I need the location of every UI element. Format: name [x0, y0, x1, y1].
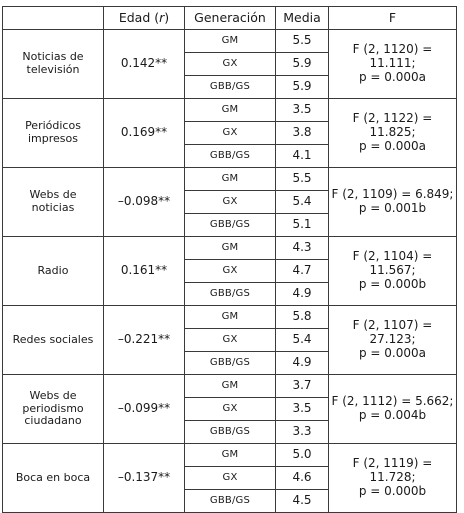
medium-label-line: Noticias de	[22, 50, 84, 64]
mean-cell: 4.7	[276, 260, 329, 283]
mean-cell: 4.5	[276, 490, 329, 513]
medium-label-line: Webs de	[29, 188, 77, 202]
header-generacion: Generación	[185, 7, 276, 30]
table-row	[3, 375, 457, 398]
f-statistic-cell	[329, 306, 457, 375]
generation-cell: GM	[185, 30, 276, 53]
generation-cell: GM	[185, 237, 276, 260]
medium-label-line: ciudadano	[24, 414, 82, 428]
results-table	[2, 6, 457, 513]
edad-correlation-cell: –0.221**	[104, 306, 185, 375]
f-statistic-line: F (2, 1112) = 5.662;	[331, 394, 454, 409]
table-row	[3, 30, 457, 53]
mean-cell: 4.9	[276, 283, 329, 306]
mean-cell: 3.5	[276, 398, 329, 421]
edad-correlation-cell: 0.142**	[104, 30, 185, 99]
mean-cell: 5.4	[276, 329, 329, 352]
medium-label-line: Boca en boca	[15, 470, 91, 484]
header-corner-cell	[3, 7, 104, 30]
edad-correlation-cell: 0.169**	[104, 99, 185, 168]
f-statistic-line: p = 0.000a	[358, 138, 426, 153]
f-statistic-line: p = 0.001b	[358, 201, 427, 215]
table-row	[3, 306, 457, 329]
medium-label-line: Radio	[37, 263, 69, 277]
table-row	[3, 99, 457, 122]
f-statistic-line: p = 0.000a	[358, 345, 426, 360]
mean-cell: 5.4	[276, 191, 329, 214]
f-statistic-line: F (2, 1107) = 27.123;	[352, 318, 433, 347]
generation-cell: GX	[185, 191, 276, 214]
header-media: Media	[276, 7, 329, 30]
mean-cell: 3.5	[276, 99, 329, 122]
f-statistic-line: F (2, 1109) = 6.849;	[331, 187, 454, 202]
f-statistic-cell	[329, 168, 457, 237]
header-edad-r: r	[159, 9, 165, 25]
table-row	[3, 237, 457, 260]
f-statistic-cell	[329, 30, 457, 99]
mean-cell: 3.7	[276, 375, 329, 398]
table-row	[3, 444, 457, 467]
edad-correlation-cell: –0.137**	[104, 444, 185, 513]
medium-cell	[3, 168, 104, 237]
mean-cell: 5.0	[276, 444, 329, 467]
f-statistic-line: p = 0.000a	[358, 69, 426, 84]
mean-cell: 5.5	[276, 30, 329, 53]
f-statistic-line: F (2, 1122) = 11.825;	[352, 111, 433, 140]
generation-cell: GM	[185, 444, 276, 467]
medium-label-line: televisión	[26, 63, 80, 76]
medium-label-line: impresos	[28, 132, 78, 145]
f-statistic-line: F (2, 1119) = 11.728;	[352, 456, 433, 485]
edad-correlation-cell: –0.098**	[104, 168, 185, 237]
edad-correlation-cell: 0.161**	[104, 237, 185, 306]
mean-cell: 3.3	[276, 421, 329, 444]
generation-cell: GX	[185, 53, 276, 76]
header-edad	[104, 7, 185, 30]
f-statistic-line: p = 0.000b	[358, 276, 427, 291]
generation-cell: GBB/GS	[185, 76, 276, 99]
generation-cell: GBB/GS	[185, 145, 276, 168]
table-row	[3, 168, 457, 191]
mean-cell: 4.3	[276, 237, 329, 260]
medium-cell	[3, 99, 104, 168]
generation-cell: GX	[185, 329, 276, 352]
generation-cell: GX	[185, 122, 276, 145]
generation-cell: GBB/GS	[185, 352, 276, 375]
mean-cell: 4.6	[276, 467, 329, 490]
mean-cell: 3.8	[276, 122, 329, 145]
medium-label-line: Redes sociales	[12, 332, 94, 346]
medium-label-line: periodismo	[22, 401, 84, 415]
generation-cell: GM	[185, 99, 276, 122]
mean-cell: 5.1	[276, 214, 329, 237]
header-f: F	[329, 7, 457, 30]
f-statistic-cell	[329, 237, 457, 306]
header-edad-suffix: )	[164, 9, 170, 25]
mean-cell: 4.9	[276, 352, 329, 375]
f-statistic-line: F (2, 1104) = 11.567;	[352, 249, 433, 278]
mean-cell: 5.8	[276, 306, 329, 329]
medium-cell	[3, 237, 104, 306]
edad-correlation-cell: –0.099**	[104, 375, 185, 444]
mean-cell: 5.9	[276, 76, 329, 99]
generation-cell: GX	[185, 398, 276, 421]
generation-cell: GBB/GS	[185, 214, 276, 237]
generation-cell: GM	[185, 375, 276, 398]
table-body	[3, 30, 457, 513]
f-statistic-line: p = 0.000b	[358, 483, 427, 498]
generation-cell: GBB/GS	[185, 490, 276, 513]
medium-cell	[3, 306, 104, 375]
generation-cell: GM	[185, 306, 276, 329]
medium-label-line: noticias	[31, 201, 75, 214]
header-edad-prefix: Edad (	[118, 9, 160, 25]
table-header-row	[3, 7, 457, 30]
generation-cell: GX	[185, 467, 276, 490]
mean-cell: 5.5	[276, 168, 329, 191]
generation-cell: GBB/GS	[185, 283, 276, 306]
generation-cell: GX	[185, 260, 276, 283]
medium-cell	[3, 375, 104, 444]
f-statistic-cell	[329, 444, 457, 513]
medium-cell	[3, 30, 104, 99]
f-statistic-cell	[329, 99, 457, 168]
mean-cell: 5.9	[276, 53, 329, 76]
medium-label-line: Periódicos	[25, 119, 81, 133]
generation-cell: GBB/GS	[185, 421, 276, 444]
f-statistic-cell	[329, 375, 457, 444]
mean-cell: 4.1	[276, 145, 329, 168]
medium-cell	[3, 444, 104, 513]
f-statistic-line: F (2, 1120) = 11.111;	[352, 42, 433, 71]
f-statistic-line: p = 0.004b	[358, 408, 427, 422]
medium-label-line: Webs de	[29, 389, 77, 403]
generation-cell: GM	[185, 168, 276, 191]
